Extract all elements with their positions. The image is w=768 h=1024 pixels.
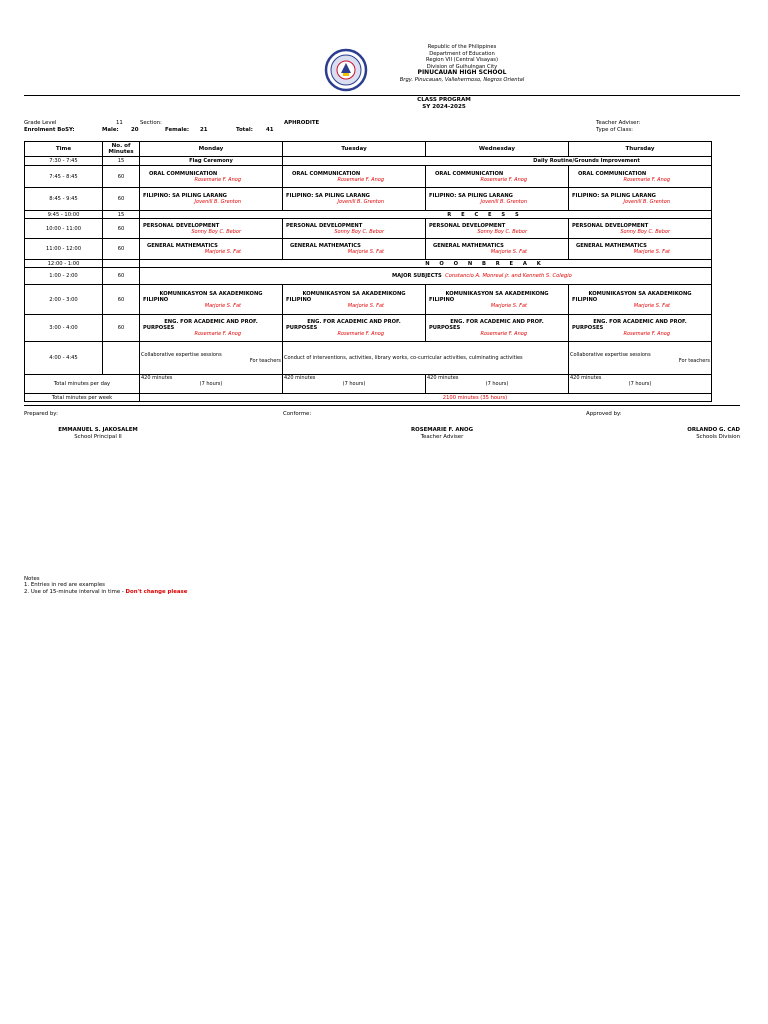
approved-by-name: ORLANDO G. CAD [687, 427, 740, 433]
subject-cell [426, 285, 569, 315]
prepared-by-block [38, 427, 158, 440]
time-cell: 7:30 - 7:45 [25, 157, 103, 166]
subject-cell [426, 239, 569, 260]
note-2-text: 2. Use of 15-minute interval in time - [24, 588, 126, 595]
school-address: Brgy. Pinucauan, Vallehermoso, Negros Oriental [399, 76, 525, 83]
major-subjects-label: MAJOR SUBJECTS [392, 273, 442, 279]
title-class-program: CLASS PROGRAM [417, 97, 471, 103]
prepared-by-title: School Principal II [74, 433, 122, 440]
document-title [294, 97, 594, 110]
subject-name: ORAL COMMUNICATION [578, 170, 647, 177]
for-teachers-text: For teachers [678, 358, 710, 364]
table-row [25, 260, 712, 268]
school-name: PINUCAUAN HIGH SCHOOL [417, 69, 507, 76]
time-cell: 10:00 - 11:00 [25, 219, 103, 239]
subject-cell [140, 166, 283, 188]
enrolment-label: Enrolment BoSY: [24, 127, 75, 133]
total-per-day-cell [140, 375, 283, 394]
time-cell: 8:45 - 9:45 [25, 188, 103, 211]
subject-name-cont: FILIPINO [286, 296, 312, 303]
subject-name: ORAL COMMUNICATION [149, 170, 218, 177]
conforme-name: ROSEMARIE F. ANOG [410, 427, 474, 433]
conforme-block [382, 427, 502, 440]
table-row [25, 342, 712, 375]
teacher-name: Marjorie S. Fat [490, 249, 527, 255]
minutes-total: 420 minutes [141, 375, 173, 381]
teacher-name: Rosemarie F. Anog [623, 176, 670, 183]
subject-cell [569, 219, 712, 239]
note-2-warning: Don't change please [125, 588, 188, 595]
time-cell: 7:45 - 8:45 [25, 166, 103, 188]
collab-text: Collaborative expertise sessions [570, 352, 651, 358]
teacher-name: Rosemarie F. Anog [623, 331, 670, 337]
subject-cell [140, 188, 283, 211]
approved-by-title: Schools Division [696, 433, 740, 440]
teacher-name: Marjorie S. Fat [204, 249, 241, 255]
female-value: 21 [200, 127, 208, 133]
subject-cell [569, 315, 712, 342]
division-line: Division of Guihulngan City [426, 63, 498, 70]
subject-name: PERSONAL DEVELOPMENT [572, 222, 649, 229]
minutes-cell: 15 [103, 157, 140, 166]
total-per-week-value: 2100 minutes (35 hours) [140, 394, 712, 402]
header-monday: Monday [140, 142, 283, 157]
subject-name: PERSONAL DEVELOPMENT [143, 222, 220, 229]
teacher-name: Marjorie S. Fat [633, 249, 670, 255]
teacher-name: Jovenill B. Grenton [194, 199, 241, 205]
section-value: APHRODITE [284, 120, 320, 126]
subject-name: KOMUNIKASYON SA AKADEMIKONG [302, 290, 406, 297]
minutes-total: 420 minutes [570, 375, 602, 381]
teacher-adviser-label: Teacher Adviser: [596, 120, 641, 126]
teacher-name: Rosemarie F. Anog [337, 176, 384, 183]
collab-text: Collaborative expertise sessions [141, 352, 222, 358]
section-label: Section: [140, 120, 162, 126]
prepared-by-name: EMMANUEL S. JAKOSALEM [58, 427, 138, 433]
hours-total: (7 hours) [485, 381, 509, 387]
notes-title: Notes [24, 576, 40, 582]
collab-cell-thursday [569, 342, 712, 375]
minutes-cell [103, 342, 140, 375]
schedule-table [24, 141, 712, 402]
total-per-day-cell [283, 375, 426, 394]
flag-ceremony-cell: Flag Ceremony [140, 157, 283, 166]
subject-name-cont: PURPOSES [572, 325, 604, 331]
total-per-week-label: Total minutes per week [25, 394, 140, 402]
minutes-total: 420 minutes [284, 375, 316, 381]
for-teachers-text: For teachers [249, 358, 281, 364]
class-program-sheet [24, 40, 740, 595]
subject-name: GENERAL MATHEMATICS [147, 243, 218, 249]
subject-cell [569, 239, 712, 260]
letterhead-text [354, 44, 570, 83]
republic-line: Republic of the Philippines [427, 44, 497, 50]
table-row [25, 211, 712, 219]
hours-total: (7 hours) [199, 381, 223, 387]
time-cell: 12:00 - 1:00 [25, 260, 103, 268]
conforme-title: Teacher Adviser [420, 433, 464, 440]
teacher-name: Rosemarie F. Anog [480, 331, 527, 337]
subject-name: FILIPINO: SA PILING LARANG [286, 193, 370, 199]
subject-name: ENG. FOR ACADEMIC AND PROF. [450, 319, 544, 325]
subject-name: ENG. FOR ACADEMIC AND PROF. [164, 319, 258, 325]
teacher-name: Sonny Boy C. Bebor [620, 228, 670, 235]
note-2 [24, 589, 187, 595]
minutes-cell: 15 [103, 211, 140, 219]
major-subjects-cell [140, 268, 712, 285]
header-tuesday: Tuesday [283, 142, 426, 157]
letterhead [24, 40, 740, 96]
department-line: Department of Education [429, 50, 495, 57]
conforme-label: Conforme: [283, 411, 312, 417]
time-cell: 3:00 - 4:00 [25, 315, 103, 342]
total-per-day-cell [569, 375, 712, 394]
table-header-row [25, 142, 712, 157]
teacher-name: Marjorie S. Fat [633, 302, 670, 309]
interventions-cell: Conduct of interventions, activities, library works, co-curricular activities, culminating activities [283, 342, 569, 375]
table-row [25, 157, 712, 166]
minutes-cell: 60 [103, 315, 140, 342]
header-time: Time [25, 142, 103, 157]
header-wednesday: Wednesday [426, 142, 569, 157]
subject-name: KOMUNIKASYON SA AKADEMIKONG [445, 290, 549, 297]
subject-cell [426, 166, 569, 188]
total-value: 41 [266, 127, 274, 133]
subject-name: ORAL COMMUNICATION [435, 170, 504, 177]
subject-cell [569, 166, 712, 188]
table-row [25, 188, 712, 211]
subject-cell [426, 315, 569, 342]
table-row [25, 239, 712, 260]
subject-name-cont: PURPOSES [286, 325, 318, 331]
total-per-day-cell [426, 375, 569, 394]
subject-cell [283, 315, 426, 342]
region-line: Region VII (Central Visayas) [426, 57, 498, 63]
grade-level-label: Grade Level [24, 120, 57, 126]
header-thursday: Thursday [569, 142, 712, 157]
teacher-name: Jovenill B. Grenton [623, 199, 670, 205]
total-per-day-label: Total minutes per day [25, 375, 140, 394]
subject-name: GENERAL MATHEMATICS [576, 243, 647, 249]
minutes-cell: 60 [103, 166, 140, 188]
subject-cell [140, 239, 283, 260]
subject-cell [426, 188, 569, 211]
table-row [25, 375, 712, 394]
time-cell: 4:00 - 4:45 [25, 342, 103, 375]
recess-cell: R E C E S S [140, 211, 712, 219]
subject-cell [283, 166, 426, 188]
minutes-cell: 60 [103, 188, 140, 211]
time-cell: 9:45 - 10:00 [25, 211, 103, 219]
subject-cell [283, 188, 426, 211]
subject-name: FILIPINO: SA PILING LARANG [572, 193, 656, 199]
male-value: 20 [131, 127, 139, 133]
minutes-total: 420 minutes [427, 375, 459, 381]
subject-name: FILIPINO: SA PILING LARANG [429, 193, 513, 199]
subject-cell [140, 285, 283, 315]
subject-name-cont: FILIPINO [429, 296, 455, 303]
collab-cell-monday [140, 342, 283, 375]
prepared-by-label: Prepared by: [24, 411, 58, 417]
teacher-name: Sonny Boy C. Bebor [477, 228, 527, 235]
subject-cell [283, 285, 426, 315]
hours-total: (7 hours) [342, 381, 366, 387]
minutes-cell: 60 [103, 239, 140, 260]
teacher-name: Sonny Boy C. Bebor [191, 228, 241, 235]
subject-cell [283, 239, 426, 260]
minutes-cell: 60 [103, 219, 140, 239]
teacher-name: Jovenill B. Grenton [337, 199, 384, 205]
table-row [25, 219, 712, 239]
header-minutes: No. of Minutes [103, 142, 140, 157]
total-label: Total: [236, 127, 253, 133]
teacher-name: Rosemarie F. Anog [194, 176, 241, 183]
subject-name: KOMUNIKASYON SA AKADEMIKONG [159, 290, 263, 297]
teacher-name: Marjorie S. Fat [490, 302, 527, 309]
approved-by-block [620, 427, 740, 440]
noon-break-cell: N O O N B R E A K [140, 260, 712, 268]
table-bottom-rule [24, 405, 740, 406]
table-row [25, 285, 712, 315]
subject-name-cont: PURPOSES [143, 325, 175, 331]
subject-name-cont: FILIPINO [143, 296, 169, 303]
major-subjects-teachers: Constancio A. Monreal jr. and Kenneth S. Colegio [445, 273, 572, 279]
hours-total: (7 hours) [628, 381, 652, 387]
approved-by-label: Approved by: [586, 411, 622, 417]
subject-name-cont: FILIPINO [572, 296, 598, 303]
minutes-cell [103, 260, 140, 268]
subject-cell [140, 315, 283, 342]
time-cell: 11:00 - 12:00 [25, 239, 103, 260]
minutes-cell: 60 [103, 268, 140, 285]
teacher-name: Rosemarie F. Anog [480, 176, 527, 183]
subject-name: PERSONAL DEVELOPMENT [429, 222, 506, 229]
male-label: Male: [102, 127, 119, 133]
header-divider [24, 95, 740, 96]
subject-name-cont: PURPOSES [429, 325, 461, 331]
minutes-cell: 60 [103, 285, 140, 315]
teacher-name: Marjorie S. Fat [204, 302, 241, 309]
subject-cell [140, 219, 283, 239]
subject-name: KOMUNIKASYON SA AKADEMIKONG [588, 290, 692, 297]
teacher-name: Jovenill B. Grenton [480, 199, 527, 205]
table-row [25, 268, 712, 285]
teacher-name: Marjorie S. Fat [347, 302, 384, 309]
table-row [25, 394, 712, 402]
table-row [25, 166, 712, 188]
teacher-name: Rosemarie F. Anog [337, 331, 384, 337]
female-label: Female: [165, 127, 190, 133]
subject-name: ENG. FOR ACADEMIC AND PROF. [307, 319, 401, 325]
teacher-name: Rosemarie F. Anog [194, 331, 241, 337]
time-cell: 2:00 - 3:00 [25, 285, 103, 315]
time-cell: 1:00 - 2:00 [25, 268, 103, 285]
note-1: 1. Entries in red are examples [24, 582, 105, 589]
subject-name: GENERAL MATHEMATICS [433, 243, 504, 249]
table-row [25, 315, 712, 342]
daily-routine-cell: Daily Routine/Grounds Improvement [283, 157, 712, 166]
type-of-class-label: Type of Class: [596, 127, 634, 133]
notes-section [24, 576, 187, 595]
subject-name: FILIPINO: SA PILING LARANG [143, 193, 227, 199]
subject-name: GENERAL MATHEMATICS [290, 243, 361, 249]
subject-name: ENG. FOR ACADEMIC AND PROF. [593, 319, 687, 325]
subject-name: ORAL COMMUNICATION [292, 170, 361, 177]
title-school-year: SY 2024-2025 [422, 103, 466, 110]
teacher-name: Sonny Boy C. Bebor [334, 228, 384, 235]
subject-name: PERSONAL DEVELOPMENT [286, 222, 363, 229]
subject-cell [283, 219, 426, 239]
subject-cell [569, 285, 712, 315]
subject-cell [426, 219, 569, 239]
grade-level-value: 11 [116, 120, 123, 126]
teacher-name: Marjorie S. Fat [347, 249, 384, 255]
subject-cell [569, 188, 712, 211]
